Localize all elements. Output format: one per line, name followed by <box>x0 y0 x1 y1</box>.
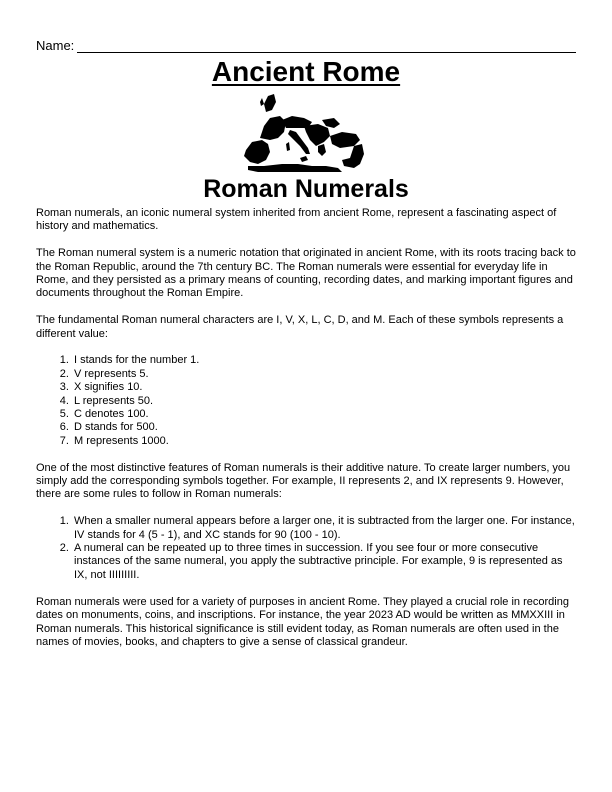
numeral-values-list <box>36 354 578 448</box>
characters-paragraph: The fundamental Roman numeral characters are I, V, X, L, C, D, and M. Each of these symbols represents a different value: <box>36 314 564 340</box>
list-item: 2. V represents 5. <box>72 368 578 381</box>
list-item: 1. When a smaller numeral appears before a larger one, it is subtracted from the larger one. For instance, IV stands for 4 (5 - 1), and XC stands for 90 (100 - 10). <box>72 515 578 542</box>
list-item: 4. L represents 50. <box>72 395 578 408</box>
section-title: Roman Numerals <box>203 175 409 203</box>
list-item: 3. X signifies 10. <box>72 381 578 394</box>
name-blank-line <box>77 40 576 53</box>
list-item: 7. M represents 1000. <box>72 435 578 448</box>
list-item: 6. D stands for 500. <box>72 421 578 434</box>
history-paragraph: The Roman numeral system is a numeric notation that originated in ancient Rome, with its roots tracing back to the Roman Republic, around the 7th century BC. The Roman numerals were essential for everyday life in Rome, and they persisted as a primary means of counting, recording dates, and marking important figures and documents throughout the Roman Empire. <box>36 247 576 300</box>
page-title: Ancient Rome <box>211 56 401 87</box>
intro-paragraph: Roman numerals, an iconic numeral system inherited from ancient Rome, represent a fascinating aspect of history and mathematics. <box>36 207 557 233</box>
name-label: Name: <box>36 38 75 53</box>
list-item: 1. I stands for the number 1. <box>72 354 578 367</box>
rules-list <box>36 515 578 582</box>
list-item: 5. C denotes 100. <box>72 408 578 421</box>
article-body <box>36 207 578 663</box>
name-field-row <box>36 37 576 53</box>
additive-paragraph: One of the most distinctive features of Roman numerals is their additive nature. To create larger numbers, you simply add the corresponding symbols together. For example, II represents 2, and IX represents 9. However, there are some rules to follow in Roman numerals: <box>36 461 571 501</box>
roman-empire-map-icon <box>238 92 378 174</box>
usage-paragraph: Roman numerals were used for a variety of purposes in ancient Rome. They played a crucial role in recording dates on monuments, coins, and inscriptions. For instance, the year 2023 AD would be written as MMXXIII in Roman numerals. This historical significance is still evident today, as Roman numerals are often used in the names of movies, books, and chapters to give a sense of classical grandeur. <box>36 595 569 648</box>
list-item: 2. A numeral can be repeated up to three times in succession. If you see four or more consecutive instances of the same numeral, you apply the subtractive principle. For example, 9 is represented as IX, not IIIIIIIII. <box>72 542 578 582</box>
